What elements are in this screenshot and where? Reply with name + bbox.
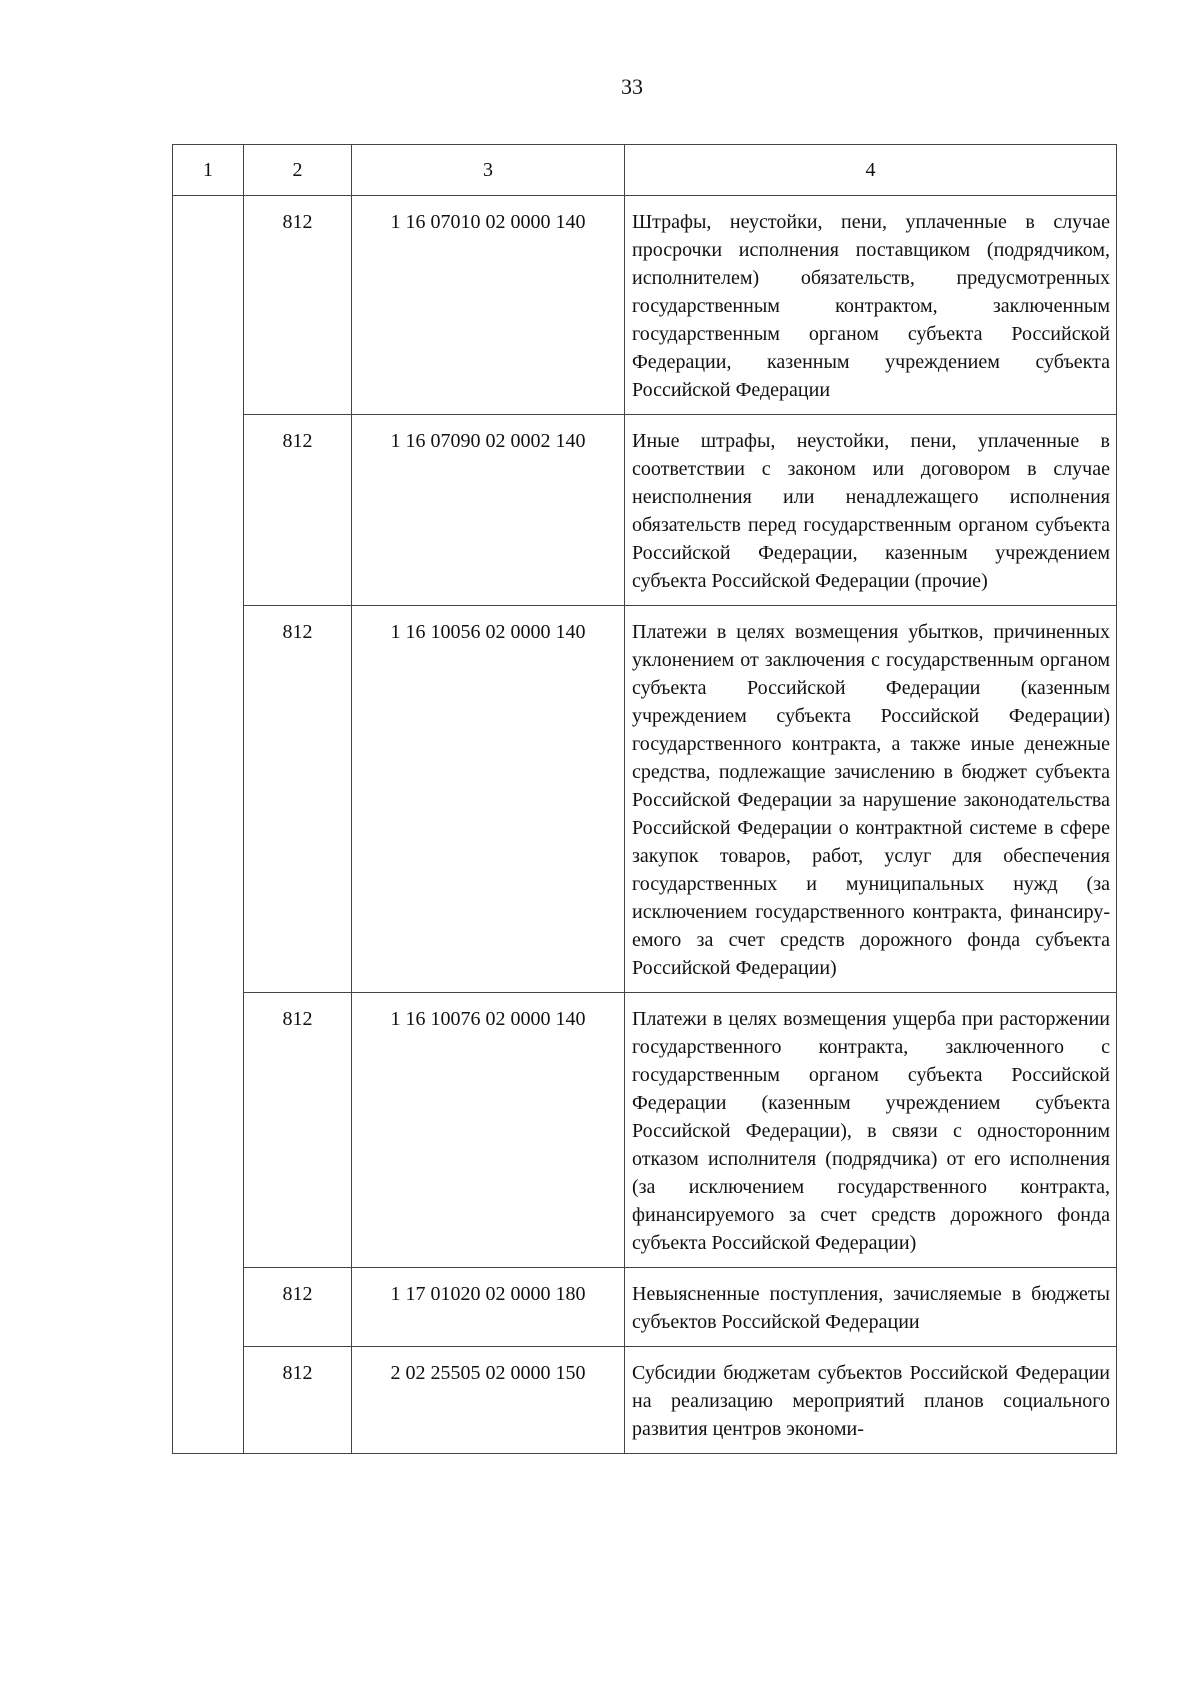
- column-header-2: 2: [244, 145, 352, 196]
- kbk-code-cell: 1 16 10076 02 0000 140: [352, 993, 625, 1268]
- kbk-code-cell: 1 16 07090 02 0002 140: [352, 415, 625, 606]
- table-row: [173, 606, 1117, 993]
- column-header-3: 3: [352, 145, 625, 196]
- kbk-code-cell: 1 17 01020 02 0000 180: [352, 1268, 625, 1347]
- description-cell: Платежи в целях возмещения убытков, причиненных уклонением от заключения с государственным органом субъекта Российской Федерации (казенным учреждением субъекта Российской Федерации) государственного контракта, а также иные денежные средства, подлежащие зачислению в бюджет субъекта Российской Федерации за нарушение законодательства Российской Федерации о контрактной системе в сфере закупок товаров, работ, услуг для обеспечения государственных и муниципальных нужд (за исключением государственного контракта, финансируемого за счет средств дорожного фонда субъекта Российской Федерации): [625, 606, 1117, 993]
- column-header-1: 1: [173, 145, 244, 196]
- admin-code-cell: 812: [244, 606, 352, 993]
- kbk-code-cell: 1 16 07010 02 0000 140: [352, 196, 625, 415]
- description-cell: Невыясненные поступления, зачисляемые в бюджеты субъектов Российской Федерации: [625, 1268, 1117, 1347]
- description-cell: Платежи в целях возмещения ущерба при расторжении государственного контракта, заключенного с государственным органом субъекта Российской Федерации (казенным учреждением субъекта Российской Федерации), в связи с односторонним отказом исполнителя (подрядчика) от его исполнения (за исключением государственного контракта, финансируемого за счет средств дорожного фонда субъекта Российской Федерации): [625, 993, 1117, 1268]
- table-row: [173, 993, 1117, 1268]
- table-row: [173, 1268, 1117, 1347]
- table-header-row: [173, 145, 1117, 196]
- table-row: [173, 415, 1117, 606]
- description-cell: Иные штрафы, неустойки, пени, уплаченные в соответствии с законом или договором в случае неисполнения или ненадлежащего исполнения обязательств перед государственным органом субъекта Российской Федерации, казенным учреждением субъекта Российской Федерации (прочие): [625, 415, 1117, 606]
- admin-code-cell: 812: [244, 993, 352, 1268]
- admin-code-cell: 812: [244, 1268, 352, 1347]
- group-cell: [173, 196, 244, 1454]
- description-cell: Штрафы, неустойки, пени, уплаченные в случае просрочки исполнения поставщиком (подрядчиком, исполнителем) обязательств, предусмотренных государственным контрактом, заключенным государственным органом субъекта Российской Федерации, казенным учреждением субъекта Российской Федерации: [625, 196, 1117, 415]
- page-number: 33: [621, 74, 643, 99]
- admin-code-cell: 812: [244, 415, 352, 606]
- table-row: [173, 196, 1117, 415]
- kbk-code-cell: 2 02 25505 02 0000 150: [352, 1347, 625, 1454]
- column-header-4: 4: [625, 145, 1117, 196]
- table-row: [173, 1347, 1117, 1454]
- kbk-code-cell: 1 16 10056 02 0000 140: [352, 606, 625, 993]
- admin-code-cell: 812: [244, 196, 352, 415]
- budget-codes-table: [172, 144, 1117, 1454]
- description-cell: Субсидии бюджетам субъектов Российской Федерации на реализацию мероприятий планов социального развития центров экономи-: [625, 1347, 1117, 1454]
- admin-code-cell: 812: [244, 1347, 352, 1454]
